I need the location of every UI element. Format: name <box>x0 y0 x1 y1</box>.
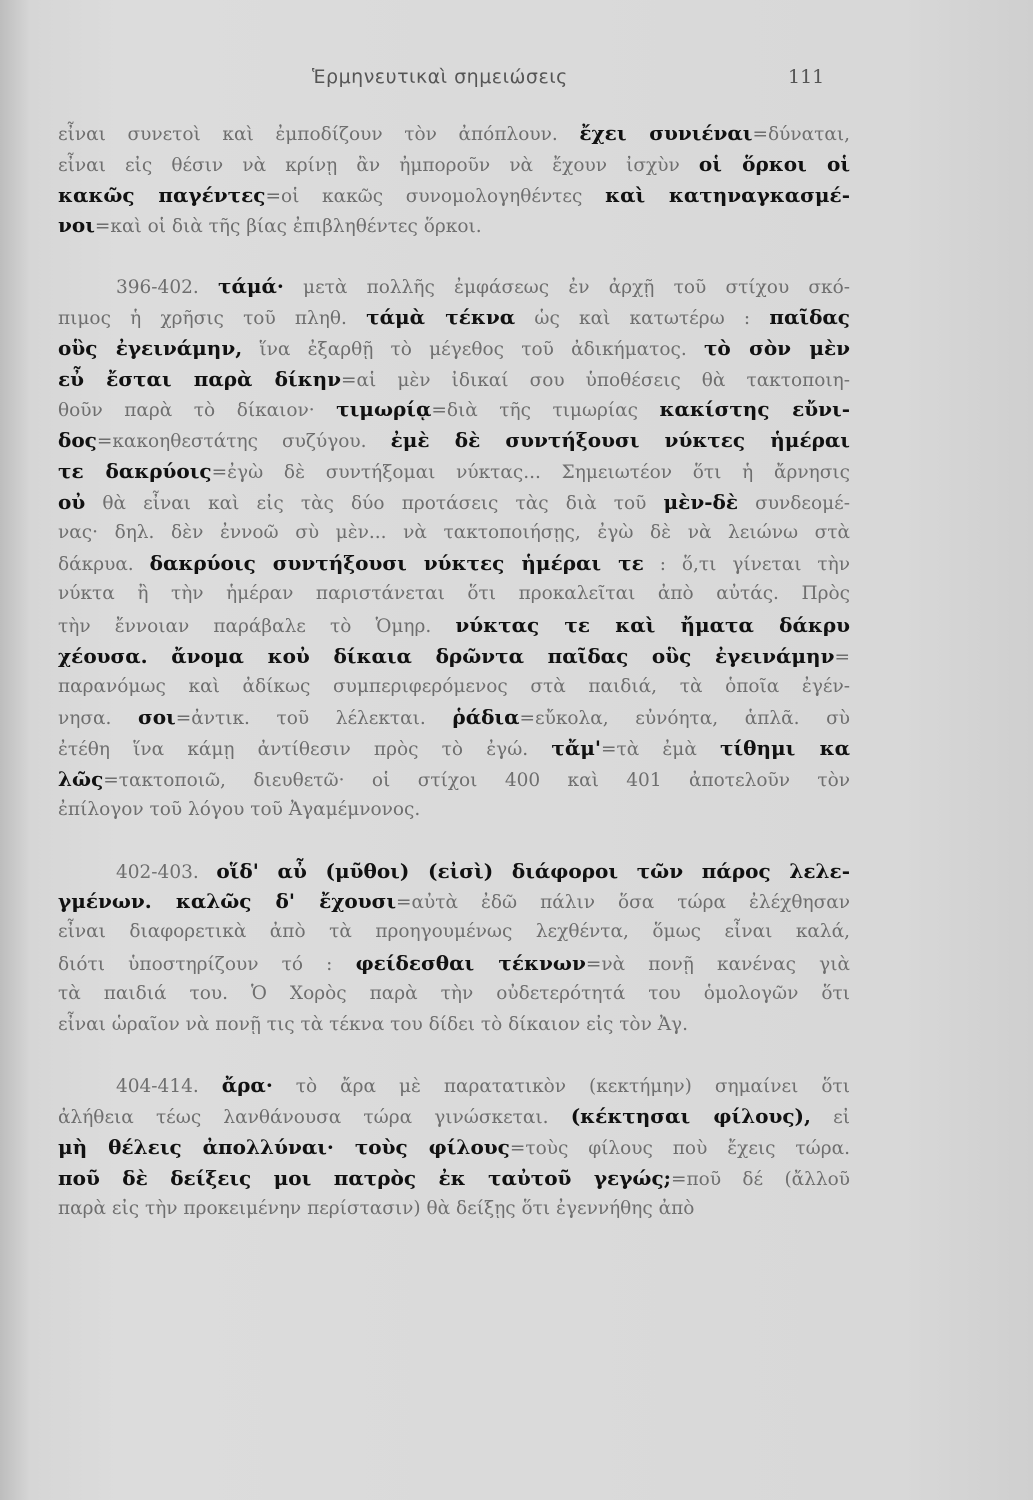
lemma-text: τίθημι κα <box>720 736 850 761</box>
page-number: 111 <box>788 66 825 88</box>
text-line <box>58 149 850 180</box>
commentary-text: =τὰ ἐμὰ <box>600 739 721 761</box>
commentary-text: νύκτα ἢ τὴν ἡμέραν παριστάνεται ὅτι προκαλεῖται ἀπὸ αὐτάς. Πρὸς <box>58 583 850 605</box>
commentary-text: =δύναται, <box>752 124 850 145</box>
lemma-text: παῖδας <box>769 304 850 329</box>
commentary-text: =εὔκολα, εὐνόητα, ἁπλᾶ. σὺ <box>519 708 850 730</box>
lemma-text: τὸ σὸν μὲν <box>703 335 850 360</box>
text-line <box>58 518 850 549</box>
commentary-text: παρανόμως καὶ ἀδίκως συμπεριφερόμενος στὰ παιδιά, τὰ ὁποῖα ἐγέν- <box>58 675 850 697</box>
commentary-text: πιμος ἡ χρῆσις τοῦ πληθ. <box>58 307 367 329</box>
text-line <box>58 210 850 241</box>
commentary-text: ἵνα ἐξαρθῇ τὸ μέγεθος τοῦ ἀδικήματος. <box>242 338 704 360</box>
lemma-text: τιμωρίᾳ <box>336 397 432 422</box>
commentary-text: θὰ εἶναι καὶ εἰς τὰς δύο προτάσεις τὰς διὰ τοῦ <box>85 492 664 514</box>
commentary-text: παρὰ εἰς τὴν προκειμένην περίστασιν) θὰ δείξῃς ὅτι ἐγεννήθης ἀπὸ <box>58 1197 695 1219</box>
commentary-text: τὸ ἄρα μὲ παρατατικὸν (κεκτήμην) σημαίνει ὅτι <box>272 1076 850 1098</box>
text-line <box>58 271 850 302</box>
lemma-text: ἔχει συνιέναι <box>579 121 753 145</box>
commentary-text: =ἐγὼ δὲ συντήξομαι νύκτας... Σημειωτέον ὅτι ἡ ἄρνησις <box>211 461 850 483</box>
commentary-text: 402-403. <box>116 861 217 883</box>
commentary-text: ὡς καὶ κατωτέρω : <box>515 307 770 329</box>
text-line <box>58 979 850 1010</box>
text-line <box>58 579 850 610</box>
running-head-title: Ἑρμηνευτικαὶ σημειώσεις <box>312 66 568 88</box>
text-line <box>58 702 850 733</box>
text-line <box>58 118 850 149</box>
commentary-text: δάκρυα. <box>58 554 150 576</box>
lemma-text: εὖ ἔσται παρὰ δίκην <box>58 366 342 391</box>
commentary-text: εἶναι εἰς θέσιν νὰ κρίνῃ ἂν ἠμποροῦν νὰ ἔχουν ἰσχὺν <box>58 154 699 176</box>
text-line <box>58 425 850 456</box>
commentary-text: =τοὺς φίλους ποὺ ἔχεις τώρα. <box>509 1137 850 1159</box>
commentary-text: : ὅ,τι γίνεται τὴν <box>643 554 850 576</box>
lemma-text: σοι <box>137 705 176 730</box>
text-line <box>58 1194 850 1225</box>
paragraph-gap <box>58 1040 850 1070</box>
commentary-text: νας· δηλ. δὲν ἐννοῶ σὺ μὲν... νὰ τακτοποιήσῃς, ἐγὼ δὲ νὰ λειώνω στὰ <box>58 521 850 543</box>
commentary-text: = <box>834 646 850 668</box>
commentary-text: =αἱ μὲν ἰδικαί σου ὑποθέσεις θὰ τακτοποιη- <box>341 369 850 391</box>
lemma-text: ἐμὲ δὲ συντήξουσι νύκτες ἡμέραι <box>390 428 850 453</box>
commentary-text: θοῦν παρὰ τὸ δίκαιον· <box>58 400 337 422</box>
lemma-text: οὐ <box>58 489 86 514</box>
lemma-text: τε δακρύοις <box>58 458 212 483</box>
text-line <box>58 610 850 641</box>
text-line <box>58 333 850 364</box>
lemma-text: ῥάδια <box>452 705 520 730</box>
text-line <box>58 1101 850 1132</box>
commentary-text: εἰ <box>811 1107 850 1129</box>
lemma-text: (κέκτησαι φίλους), <box>570 1104 811 1129</box>
text-line <box>58 856 850 887</box>
text-line <box>58 1163 850 1194</box>
text-line <box>58 948 850 979</box>
text-line <box>58 1132 850 1163</box>
text-line <box>58 641 850 672</box>
commentary-text: =νὰ πονῇ κανένας γιὰ <box>585 953 850 975</box>
lemma-text: ποῦ δὲ δείξεις μοι πατρὸς ἐκ ταὐτοῦ γεγώς; <box>58 1165 672 1190</box>
text-line <box>58 487 850 518</box>
lemma-text: καὶ κατηναγκασμέ- <box>605 182 850 207</box>
lemma-text: τάμά· <box>217 274 284 299</box>
lemma-text: χέουσα. ἄνομα κοὐ δίκαια δρῶντα παῖδας οὓς ἐγεινάμην <box>58 643 835 668</box>
lemma-text: μὴ θέλεις ἀπολλύναι· τοὺς φίλους <box>58 1134 510 1159</box>
text-line <box>58 302 850 333</box>
lemma-text: νοι <box>58 213 95 238</box>
commentary-text: τὴν ἔννοιαν παράβαλε τὸ Ὁμηρ. <box>58 615 456 637</box>
text-line <box>58 733 850 764</box>
running-head <box>0 62 1033 92</box>
lemma-text: λῶς <box>58 766 104 791</box>
commentary-text: =ποῦ δέ (ἄλλοῦ <box>671 1168 850 1190</box>
commentary-text: ἐτέθη ἵνα κάμῃ ἀντίθεσιν πρὸς τὸ ἐγώ. <box>58 739 552 761</box>
text-line <box>58 456 850 487</box>
commentary-text: =ἀντικ. τοῦ λέλεκται. <box>175 708 453 730</box>
commentary-text: =διὰ τῆς τιμωρίας <box>431 400 660 422</box>
text-line <box>58 394 850 425</box>
commentary-text: =κακοηθεστάτης συζύγου. <box>96 431 391 453</box>
lemma-text: νύκτας τε καὶ ἤματα δάκρυ <box>455 612 850 637</box>
commentary-text: 396-402. <box>116 277 218 299</box>
commentary-text: =οἱ κακῶς συνομολογηθέντες <box>265 185 606 207</box>
lemma-text: οἱ ὅρκοι οἱ <box>698 151 850 176</box>
commentary-text: συνδεομέ- <box>738 492 850 514</box>
commentary-text: 404-414. <box>116 1076 222 1098</box>
commentary-text: =καὶ οἱ διὰ τῆς βίας ἐπιβληθέντες ὅρκοι. <box>94 216 482 238</box>
paragraph-gap <box>58 826 850 856</box>
lemma-text: δακρύοις συντήξουσι νύκτες ἡμέραι τε <box>149 551 644 576</box>
lemma-text: οἵδ' αὖ (μῦθοι) (εἰσὶ) διάφοροι τῶν πάρος λελε- <box>216 858 850 883</box>
commentary-text: τὰ παιδιά του. Ὁ Χορὸς παρὰ τὴν οὐδετερότητά του ὁμολογῶν ὅτι <box>58 982 850 1004</box>
text-line <box>58 917 850 948</box>
lemma-text: οὓς ἐγεινάμην, <box>58 335 243 360</box>
lemma-text: ἄρα· <box>221 1073 273 1098</box>
commentary-text: εἶναι συνετοὶ καὶ ἐμποδίζουν τὸν ἀπόπλουν. <box>58 124 580 145</box>
text-line <box>58 795 850 826</box>
text-line <box>58 886 850 917</box>
commentary-text: εἶναι διαφορετικὰ ἀπὸ τὰ προηγουμένως λεχθέντα, ὅμως εἶναι καλά, <box>58 921 850 943</box>
commentary-text: διότι ὑποστηρίζουν τό : <box>58 953 356 975</box>
commentary-text: ἀλήθεια τέως λανθάνουσα τώρα γινώσκεται. <box>58 1107 571 1129</box>
lemma-text: γμένων. καλῶς δ' ἔχουσι <box>58 889 397 914</box>
lemma-text: τἄμ' <box>551 736 601 761</box>
lemma-text: τάμὰ τέκνα <box>366 304 516 329</box>
text-line <box>58 364 850 395</box>
text-line <box>58 1070 850 1101</box>
lemma-text: δος <box>58 428 97 453</box>
commentary-text: εἶναι ὡραῖον νὰ πονῇ τις τὰ τέκνα του δίδει τὸ δίκαιον εἰς τὸν Ἀγ. <box>58 1013 688 1035</box>
commentary-text: =τακτοποιῶ, διευθετῶ· οἱ στίχοι 400 καὶ 401 ἀποτελοῦν τὸν <box>103 769 850 791</box>
commentary-text: =αὐτὰ ἐδῶ πάλιν ὅσα τώρα ἐλέχθησαν <box>396 892 850 914</box>
commentary-text: νησα. <box>58 708 138 730</box>
commentary-text: μετὰ πολλῆς ἐμφάσεως ἐν ἀρχῇ τοῦ στίχου σκό- <box>283 277 850 299</box>
commentary-body <box>58 118 850 1224</box>
text-line <box>58 672 850 703</box>
lemma-text: φείδεσθαι τέκνων <box>355 950 586 975</box>
text-line <box>58 1010 850 1041</box>
commentary-text: ἐπίλογον τοῦ λόγου τοῦ Ἀγαμέμνονος. <box>58 798 421 820</box>
text-line <box>58 764 850 795</box>
lemma-text: κακίστης εὔνι- <box>659 397 850 422</box>
lemma-text: μὲν-δὲ <box>663 489 739 514</box>
lemma-text: κακῶς παγέντες <box>58 182 266 207</box>
text-line <box>58 180 850 211</box>
text-line <box>58 548 850 579</box>
paragraph-gap <box>58 241 850 271</box>
